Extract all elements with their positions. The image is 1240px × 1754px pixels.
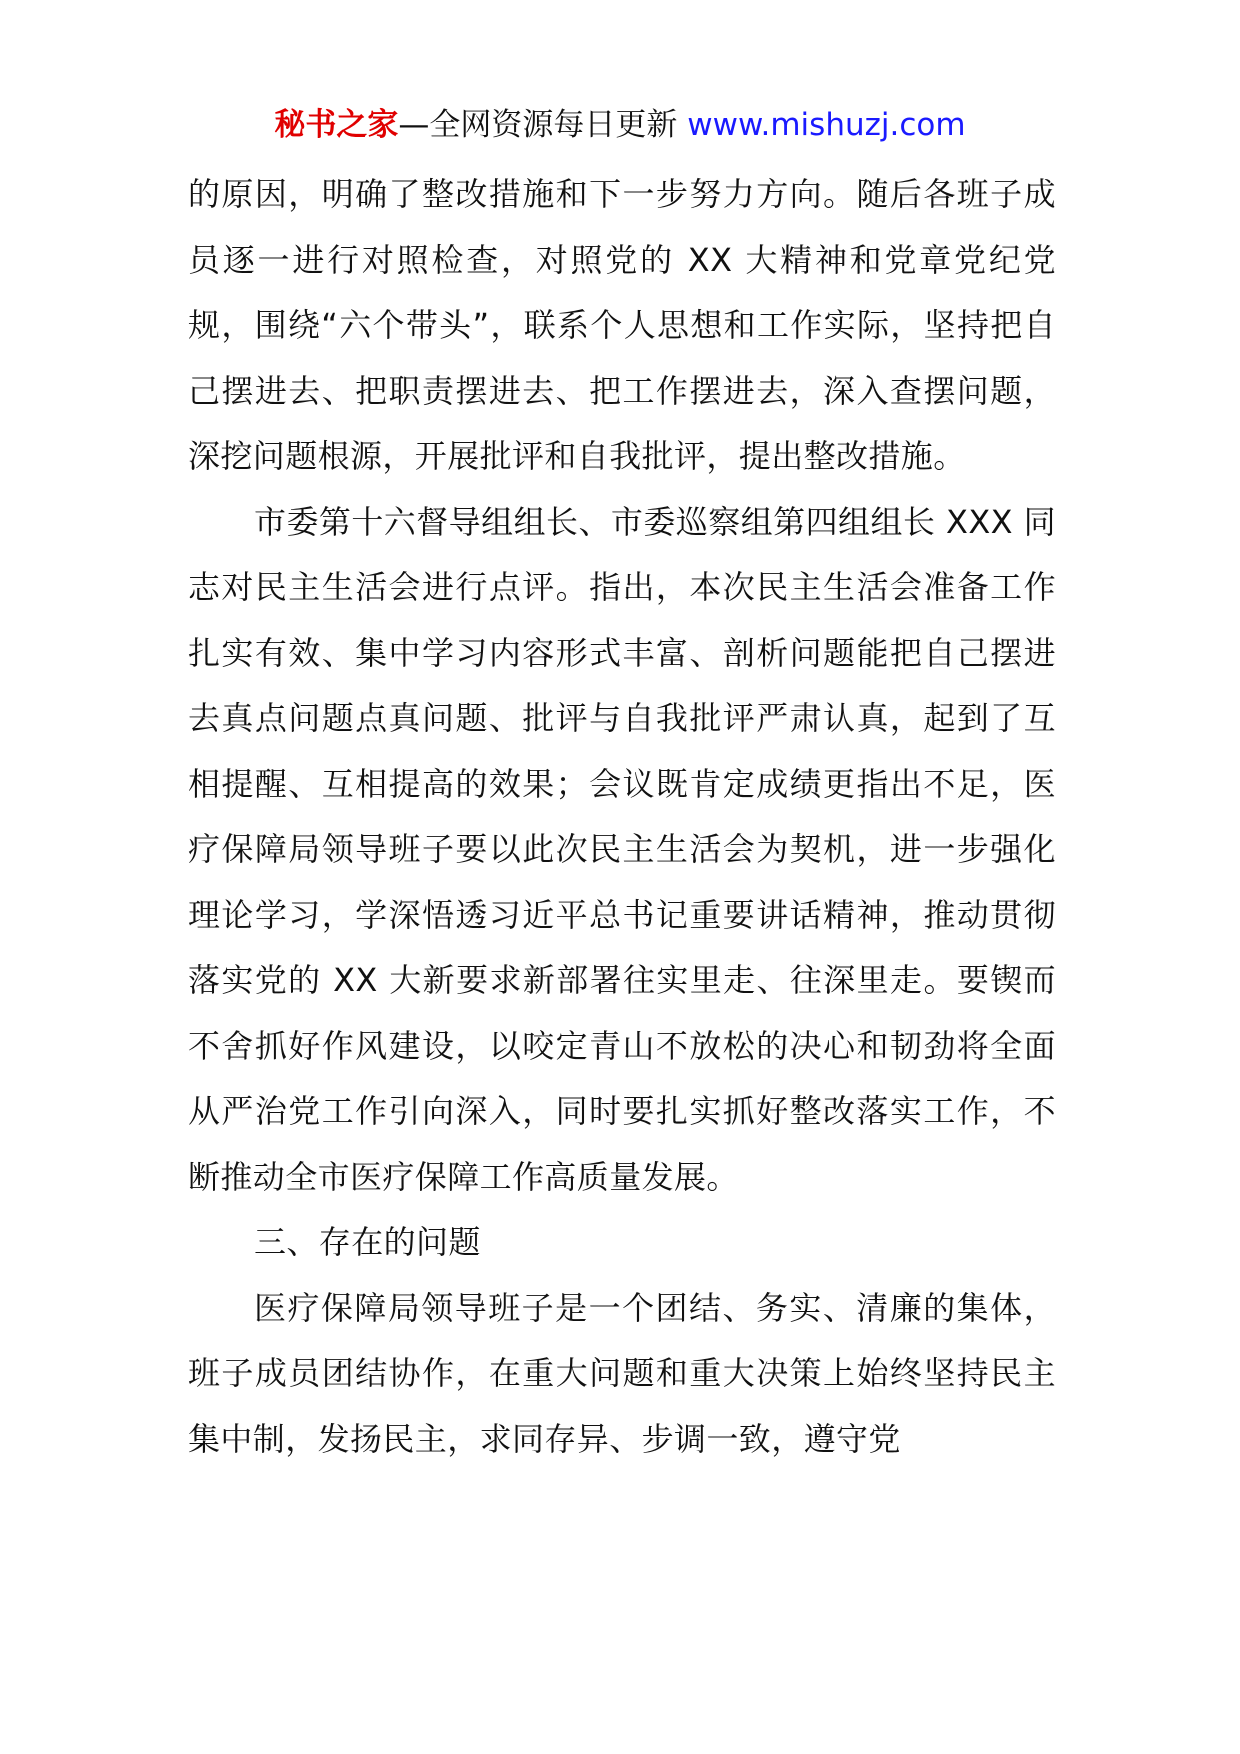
paragraph-problems: 医疗保障局领导班子是一个团结、务实、清廉的集体，班子成员团结协作，在重大问题和重大决策上始终坚持民主集中制，发扬民主，求同存异、步调一致，遵守党	[188, 1288, 1056, 1458]
header-tagline: —全网资源每日更新	[398, 107, 688, 143]
document-body	[188, 162, 1056, 1472]
page-header	[0, 100, 1240, 150]
paragraph-review: 市委第十六督导组组长、市委巡察组第四组组长 XXX 同志对民主生活会进行点评。指出，本次民主生活会准备工作扎实有效、集中学习内容形式丰富、剖析问题能把自己摆进去真点问题点真问题、批评与自我批评严肃认真，起到了互相提醒、互相提高的效果；会议既肯定成绩更指出不足，医疗保障局领导班子要以此次民主生活会为契机，进一步强化理论学习，学深悟透习近平总书记重要讲话精神，推动贯彻落实党的 XX 大新要求新部署往实里走、往深里走。要锲而不舍抓好作风建设，以咬定青山不放松的决心和韧劲将全面从严治党工作引向深入，同时要扎实抓好整改落实工作，不断推动全市医疗保障工作高质量发展。	[188, 502, 1056, 1196]
site-url: www.mishuzj.com	[687, 107, 966, 143]
brand-name: 秘书之家	[274, 107, 399, 143]
paragraph-continued: 的原因，明确了整改措施和下一步努力方向。随后各班子成员逐一进行对照检查，对照党的 XX 大精神和党章党纪党规，围绕“六个带头”，联系个人思想和工作实际，坚持把自己摆进去、把职责摆进去、把工作摆进去，深入查摆问题，深挖问题根源，开展批评和自我批评，提出整改措施。	[188, 175, 1056, 475]
section-heading: 三、存在的问题	[254, 1223, 481, 1261]
